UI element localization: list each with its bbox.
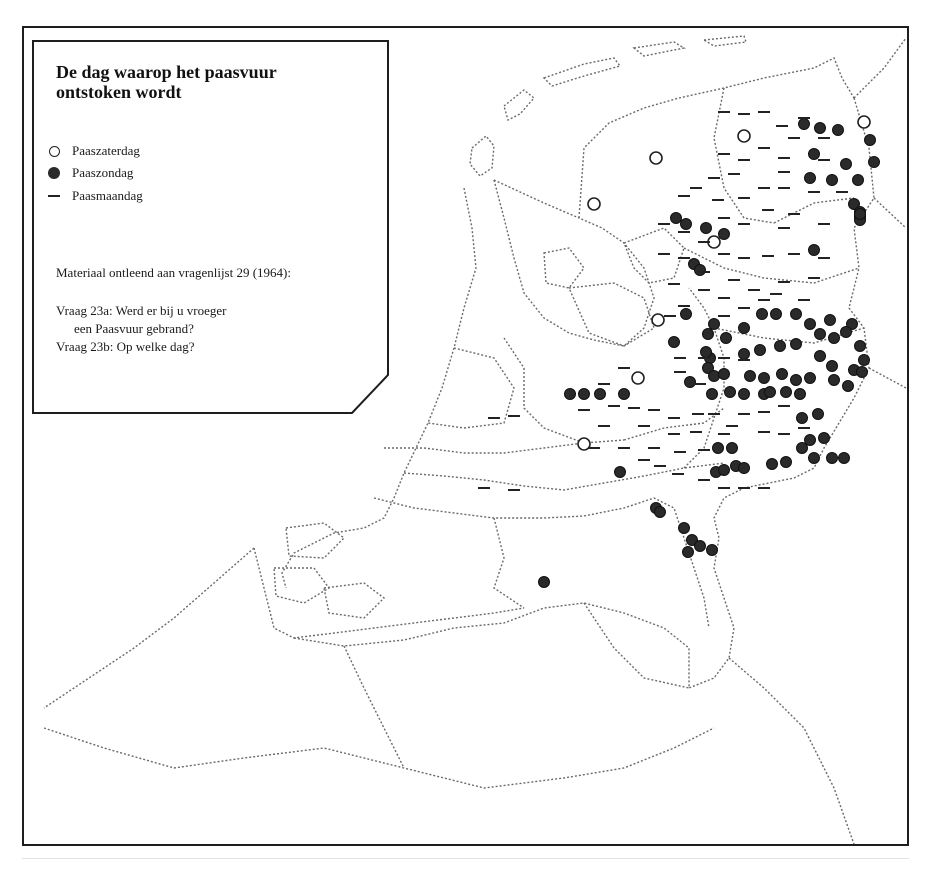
zeeland-3 [324, 583, 384, 618]
paaszondag-marker [797, 413, 808, 424]
island-ameland [634, 42, 684, 56]
paaszondag-marker [745, 371, 756, 382]
paaszondag-marker [721, 333, 732, 344]
border-de-middle [869, 368, 906, 388]
paaszondag-marker [739, 463, 750, 474]
paaszondag-marker [681, 309, 692, 320]
legend-box [32, 40, 390, 415]
paaszondag-marker [765, 387, 776, 398]
paaszondag-marker [809, 149, 820, 160]
paaszondag-marker [781, 387, 792, 398]
coast-belgium [44, 548, 254, 708]
paaszondag-marker [805, 373, 816, 384]
paaszondag-marker [671, 213, 682, 224]
filled-circle-icon [46, 165, 62, 181]
province-brabant [494, 518, 524, 608]
legend-item-paaszaterdag [46, 142, 140, 160]
paaszondag-marker [719, 465, 730, 476]
afsluitdijk [494, 180, 579, 218]
paaszondag-marker [857, 367, 868, 378]
island-vlieland [504, 90, 534, 120]
polder-noordoost [624, 228, 684, 283]
paaszondag-marker [825, 315, 836, 326]
paaszondag-marker [805, 173, 816, 184]
province-friesland [714, 88, 774, 223]
dash-icon [46, 188, 62, 204]
paaszondag-symbols [539, 119, 880, 588]
paaszondag-marker [759, 373, 770, 384]
paasmaandag-symbols [478, 112, 848, 490]
paaszondag-marker [739, 349, 750, 360]
province-groningen [774, 198, 854, 223]
legend-item-paasmaandag [46, 187, 143, 205]
paaszondag-marker [797, 443, 808, 454]
paaszondag-marker [771, 309, 782, 320]
polder-inner [544, 248, 584, 288]
paaszondag-marker [703, 329, 714, 340]
paaszondag-marker [655, 507, 666, 518]
map-title-line2: ontstoken wordt [56, 82, 182, 102]
paaszondag-marker [725, 387, 736, 398]
question-b: Vraag 23b: Op welke dag? [56, 339, 195, 354]
border-de-inner [874, 198, 906, 228]
paaszondag-marker [839, 453, 850, 464]
paaszaterdag-marker [632, 372, 644, 384]
paaszondag-marker [685, 377, 696, 388]
paaszondag-marker [619, 389, 630, 400]
province-drenthe [684, 248, 859, 283]
paaszondag-marker [579, 389, 590, 400]
paaszondag-marker [565, 389, 576, 400]
paaszondag-marker [727, 443, 738, 454]
paaszondag-marker [827, 453, 838, 464]
province-gelderland [624, 408, 724, 440]
paaszondag-marker [781, 457, 792, 468]
map-title-line1: De dag waarop het paasvuur [56, 62, 277, 82]
paaszondag-marker [841, 159, 852, 170]
paaszondag-marker [701, 223, 712, 234]
paaszondag-marker [815, 351, 826, 362]
paaszondag-marker [827, 361, 838, 372]
bottom-rule [22, 858, 909, 859]
paaszondag-marker [739, 389, 750, 400]
paaszondag-marker [829, 333, 840, 344]
paaszondag-marker [709, 371, 720, 382]
province-limburg-be [584, 603, 689, 688]
island-schiermonnikoog [704, 36, 746, 46]
island-terschelling [544, 58, 620, 86]
paaszondag-marker [757, 309, 768, 320]
paaszondag-marker [815, 329, 826, 340]
paaszondag-marker [719, 229, 730, 240]
paaszondag-marker [707, 389, 718, 400]
paaszondag-marker [695, 265, 706, 276]
paaszondag-marker [709, 319, 720, 330]
open-circle-icon [46, 143, 62, 159]
paaszondag-marker [695, 541, 706, 552]
paaszondag-marker [595, 389, 606, 400]
ijsselmeer-shore [579, 58, 854, 218]
paaszondag-marker [859, 355, 870, 366]
paaszondag-marker [791, 375, 802, 386]
paaszondag-marker [809, 453, 820, 464]
river-waal [404, 463, 724, 490]
paaszondag-marker [681, 219, 692, 230]
paaszondag-marker [777, 369, 788, 380]
legend-label: Paasmaandag [72, 188, 143, 203]
paaszondag-marker [719, 369, 730, 380]
paaszondag-marker [539, 577, 550, 588]
paaszondag-marker [833, 125, 844, 136]
paaszaterdag-symbols [578, 116, 870, 450]
legend-label: Paaszondag [72, 165, 134, 180]
legend-item-paaszondag [46, 164, 133, 182]
paaszondag-marker [795, 389, 806, 400]
paaszondag-marker [707, 545, 718, 556]
paaszondag-marker [767, 459, 778, 470]
island-texel [470, 136, 494, 176]
ijsselmeer-south [494, 180, 654, 346]
border-france [44, 728, 714, 788]
paaszaterdag-marker [652, 314, 664, 326]
paaszondag-marker [683, 547, 694, 558]
paaszondag-marker [841, 327, 852, 338]
question-a-line1: Vraag 23a: Werd er bij u vroeger [56, 303, 227, 318]
paaszondag-marker [805, 319, 816, 330]
source-note: Materiaal ontleend aan vragenlijst 29 (1964): [56, 265, 292, 280]
paaszondag-marker [815, 123, 826, 134]
paaszondag-marker [809, 245, 820, 256]
legend-label: Paaszaterdag [72, 143, 140, 158]
paaszondag-marker [855, 209, 866, 220]
paaszondag-marker [713, 443, 724, 454]
paaszondag-marker [739, 323, 750, 334]
paaszondag-marker [865, 135, 876, 146]
question-a-line2: een Paasvuur gebrand? [74, 321, 194, 336]
province-holland [428, 348, 514, 428]
paaszondag-marker [853, 175, 864, 186]
paaszondag-marker [755, 345, 766, 356]
paaszondag-marker [791, 309, 802, 320]
paaszondag-marker [827, 175, 838, 186]
border-belgium [294, 603, 689, 688]
paaszondag-marker [791, 339, 802, 350]
paaszondag-marker [679, 523, 690, 534]
paaszondag-marker [819, 433, 830, 444]
border-de-north [854, 38, 906, 98]
paaszondag-marker [615, 467, 626, 478]
paaszaterdag-marker [858, 116, 870, 128]
paaszondag-marker [855, 341, 866, 352]
paaszondag-marker [843, 381, 854, 392]
province-be-inner [344, 646, 404, 768]
paaszondag-marker [869, 157, 880, 168]
paaszondag-marker [813, 409, 824, 420]
paaszondag-marker [829, 375, 840, 386]
polder-flevoland [569, 283, 654, 346]
border-de-south [729, 658, 854, 844]
paaszaterdag-marker [650, 152, 662, 164]
paaszondag-marker [799, 119, 810, 130]
paaszaterdag-marker [588, 198, 600, 210]
paaszondag-marker [701, 347, 712, 358]
paaszondag-marker [669, 337, 680, 348]
paaszondag-marker [775, 341, 786, 352]
paaszaterdag-marker [738, 130, 750, 142]
